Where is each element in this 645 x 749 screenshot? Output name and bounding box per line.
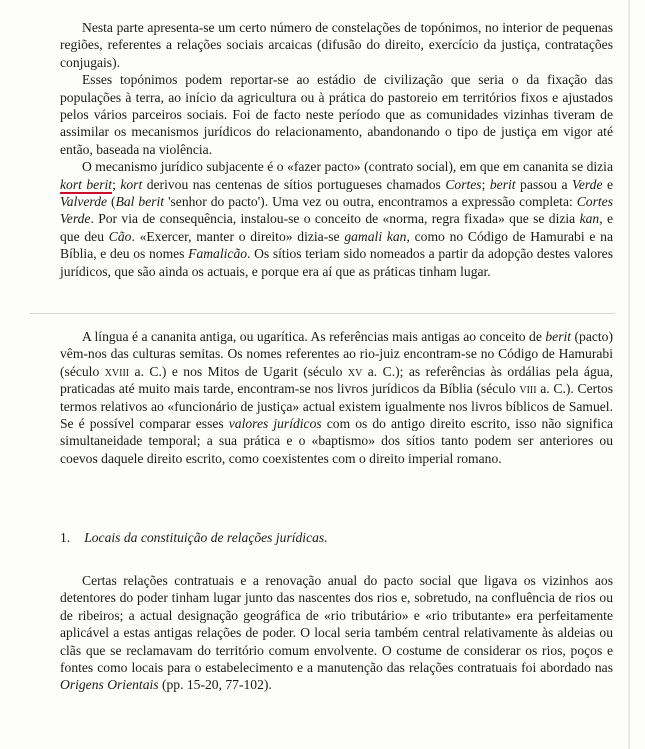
italic-term: Cão: [108, 228, 132, 244]
italic-term: Famalicão: [188, 246, 248, 262]
text-run: (pacto) vêm-nos das culturas semitas. Os nomes referentes ao rio-juiz encontram-se no Código de Hamurabi (século: [60, 329, 614, 379]
text-run: a. C.); as referências às ordálias pela água, praticadas até muito mais tarde, encontram-se nos livros jurídicos da Bíblia (século: [60, 363, 613, 397]
text-run: derivou nas centenas de sítios portugueses chamados: [142, 176, 446, 192]
italic-term: Valverde: [60, 194, 108, 210]
text-run: passou a: [515, 176, 573, 192]
text-run: Nesta parte apresenta-se um certo número de constelações de topónimos, no interior de pequenas regiões, referentes a relações sociais arcaicas (difusão do direito, exercício da justiça, contratações conjugais).: [60, 20, 613, 70]
text-run: Esses topónimos podem reportar-se ao estádio de civilização que seria o da fixação das populações à terra, ao início da agricultura ou à prática do pastoreio em territórios fixos e ajustados pelos vários parceiros sociais. Foi de facto neste período que as comunidades vizinhas tiveram de assimilar os mecanismos jurídicos do relacionamento, abandonando o tipo de justiça em vigor até então, baseada na violência.: [60, 72, 613, 157]
paragraph: [60, 158, 613, 280]
section-heading-title: Locais da constituição de relações jurídicas.: [84, 530, 328, 545]
text-run: ;: [112, 176, 121, 192]
text-run: , como no Código de Hamurabi e na Bíblia, e deu os nomes: [60, 228, 613, 262]
italic-term: valores jurídicos: [228, 416, 322, 432]
text-run: ;: [481, 176, 490, 192]
century-numeral: xviii: [104, 363, 130, 379]
italic-term: gamali kan: [344, 228, 407, 244]
text-run: e: [602, 176, 613, 192]
section-heading: [60, 530, 613, 546]
text-run: . «Exercer, manter o direito» dizia-se: [131, 228, 345, 244]
italic-term: Cortes: [445, 176, 482, 192]
text-run: , e que deu: [60, 211, 613, 244]
text-run: O mecanismo jurídico subjacente é o «fazer pacto» (contrato social), em que em cananita se dizia: [82, 159, 613, 175]
italic-term: Bal berit: [115, 194, 165, 210]
century-numeral: xv: [347, 363, 363, 379]
italic-term: Verde: [572, 176, 603, 192]
page-edge-shadow: [628, 0, 630, 749]
text-run: A língua é a cananita antiga, ou ugarítica. As referências mais antigas ao conceito de: [82, 329, 546, 344]
italic-term: Origens Orientais: [60, 677, 159, 693]
text-run: com os do antigo direito escrito, isso não significa simultaneidade temporal; a sua prática e o «baptismo» dos sítios tanto podem ser anteriores ou coevos daquele direito escrito, como coexistentes com o direito imperial romano.: [60, 416, 614, 466]
section-a-text: [60, 19, 613, 280]
section-divider: [30, 313, 615, 314]
text-run: . Os sítios teriam sido nomeados a partir da adopção destes valores jurídicos, que são ainda os actuais, e porque era aí que as práticas tinham lugar.: [60, 246, 614, 279]
text-run: 'senhor do pacto'). Uma vez ou outra, encontramos a expressão completa:: [164, 194, 577, 210]
section-heading-number: 1.: [60, 530, 71, 545]
italic-term: Cortes Verde: [60, 194, 613, 227]
italic-term: berit: [545, 329, 572, 344]
paragraph: [60, 572, 613, 694]
text-run: a. C.). Certos termos relativos ao «funcionário de justiça» actual existem igualmente nos livros bíblicos de Samuel. Se é possível comparar esses: [60, 381, 613, 432]
italic-term: kan: [579, 211, 600, 227]
text-run: Certas relações contratuais e a renovação anual do pacto social que ligava os vizinhos aos detentores do poder tinham lugar junto das nascentes dos rios e, sobretudo, na confluência de rios ou de ribeiros; a actual designação geográfica de «rio tributário» e «rio tributante» era perfeitamente aplicável a estas antigas relações de poder. O local seria também central relativamente às aldeias ou clãs que se reclamavam do território comum envolvente. O costume de considerar os rios, poços e fontes como locais para o estabelecimento e a manutenção das relações contratuais foi abordado nas: [60, 573, 613, 676]
section-c-text: [60, 572, 613, 694]
italic-term: kort: [120, 176, 143, 192]
text-run: (pp. 15-20, 77-102).: [158, 677, 272, 693]
section-b-text: [60, 328, 613, 467]
century-numeral: viii: [519, 381, 537, 397]
text-run: a. C.) e nos Mitos de Ugarit (século: [129, 363, 348, 379]
paragraph: [60, 71, 613, 158]
italic-term: berit: [489, 176, 516, 192]
paragraph: [60, 19, 613, 71]
highlighted-term: kort berit: [60, 176, 113, 192]
text-run: . Por via de consequência, instalou-se o conceito de «norma, regra fixada» que se dizia: [90, 211, 580, 227]
paragraph: [60, 328, 613, 467]
text-run: (: [107, 194, 116, 210]
